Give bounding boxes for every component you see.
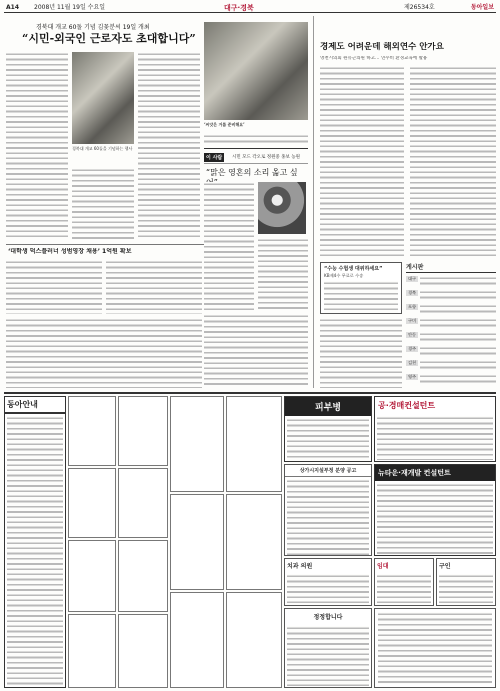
schedule-item-region: 김천 — [408, 360, 417, 365]
schedule-item-region: 대구 — [408, 276, 417, 281]
main-body-col-1 — [6, 52, 68, 240]
ad-jobs — [436, 558, 496, 606]
ad-cell — [68, 396, 116, 466]
page-header — [4, 3, 496, 13]
ad-jobs-title: 구인 — [439, 563, 451, 570]
main-body-col-2 — [72, 168, 134, 240]
ad-medic-body — [287, 574, 369, 606]
ad-medic — [284, 558, 372, 606]
ad-notice-1-title: 상가시지설부정 분양 공고 — [285, 465, 371, 477]
bottom-headline: ‘대학생 덕스플러너 성범영장 채용’ 1억원 확보 — [8, 248, 132, 255]
ad-auction-body — [377, 416, 493, 460]
profile-headline: “맑은 영혼의 소리 옮고 싶 — [206, 168, 298, 177]
schedule-item-text — [420, 304, 496, 314]
ad-auction-title: 공·경매컨설턴트 — [378, 401, 436, 410]
schedule-item-text — [420, 332, 496, 342]
ad-pbu-title: 피부병 — [285, 397, 371, 416]
lower-left-body — [6, 318, 202, 388]
ad-cell — [170, 592, 224, 688]
right-body-col-1 — [320, 66, 404, 256]
schedule-item-text — [420, 318, 496, 328]
schedule-item — [406, 304, 496, 315]
ad-cell — [226, 592, 282, 688]
ad-lease — [374, 558, 434, 606]
ad-cell — [118, 540, 168, 612]
profile-title: 시민 모드 각오로 정원중 홍보 농원 — [232, 155, 301, 160]
ad-jobs-body — [439, 574, 493, 606]
main-headline: “시민-외국인 근로자도 초대합니다” — [22, 32, 196, 45]
ad-grid-mid — [170, 396, 282, 688]
ad-grid-left — [68, 396, 168, 688]
main-photo-caption: 경북대 개교 60돌을 기념하는 행사 — [72, 146, 133, 151]
notice-box-subtitle: KB제4수 무료로 수송 — [324, 273, 364, 278]
schedule-item — [406, 332, 496, 343]
right-headline: 경제도 어려운데 해외연수 안가요 — [320, 42, 444, 52]
profile-portrait — [258, 182, 306, 234]
ad-cell — [118, 396, 168, 466]
profile-kicker: 이 사람 — [206, 155, 223, 161]
ad-dong-a-listings — [7, 416, 63, 686]
schedule-item-region: 포항 — [408, 304, 417, 309]
ad-notice-2-body — [287, 626, 369, 686]
ad-pbu-body — [287, 418, 369, 462]
ad-cell — [118, 468, 168, 538]
right-subhead: 영천시의회 원유근의원 하고… 연수비 환경교육에 활용 — [320, 56, 428, 61]
ad-notice-1 — [284, 464, 372, 556]
column-divider — [313, 16, 314, 388]
notice-box-body — [324, 281, 398, 314]
schedule-list — [406, 276, 496, 385]
ad-lease-body — [377, 574, 431, 606]
schedule-item — [406, 290, 496, 301]
profile-box — [204, 148, 308, 164]
ad-notice-2 — [284, 608, 372, 688]
ad-newtown-body — [377, 483, 493, 555]
ad-dong-a-classified — [4, 396, 66, 688]
ad-section-border — [4, 392, 496, 394]
ad-cell — [68, 614, 116, 688]
schedule-item-text — [420, 276, 496, 286]
issue-date: 2008년 11월 19일 수요일 — [34, 4, 106, 11]
notice-box — [320, 262, 402, 314]
schedule-item-region: 안동 — [408, 332, 417, 337]
ad-cell — [170, 494, 224, 590]
schedule-title: 게시판 — [406, 262, 496, 273]
ad-cell — [68, 540, 116, 612]
schedule-item-text — [420, 290, 496, 300]
schedule-item-region: 영주 — [408, 374, 417, 379]
center-photo — [204, 22, 308, 120]
center-caption-text — [204, 134, 308, 144]
ad-pbu — [284, 396, 372, 462]
profile-body-col-2 — [258, 238, 308, 310]
ad-cell — [68, 468, 116, 538]
ad-auction — [374, 396, 496, 462]
ad-bottom-right-body — [378, 612, 492, 684]
ad-bottom-right — [374, 608, 496, 688]
ad-dong-a-title: 동아안내 — [5, 397, 65, 414]
issue-number: 제26534호 — [404, 4, 435, 11]
section-title: 대구·경북 — [224, 4, 254, 12]
ad-newtown — [374, 464, 496, 556]
schedule-item-region: 경북 — [408, 290, 417, 295]
schedule-item-text — [420, 346, 496, 356]
bottom-divider — [6, 244, 204, 245]
schedule-item-text — [420, 360, 496, 370]
main-body-col-3 — [138, 52, 200, 240]
ad-cell — [226, 494, 282, 590]
ad-cell — [118, 614, 168, 688]
ad-lease-title: 임대 — [377, 563, 389, 570]
bottom-body-col-2 — [106, 260, 202, 314]
main-photo — [72, 52, 134, 144]
profile-body-col-1 — [204, 182, 254, 310]
ad-notice-1-body — [287, 479, 369, 555]
main-kicker: 경북대 개교 60돌 기념 김꽃분씨 19일 개최 — [36, 24, 150, 31]
page-number: A14 — [6, 4, 19, 11]
ad-cell — [226, 396, 282, 492]
lower-center-body — [204, 314, 308, 388]
lower-right-body-1 — [320, 318, 402, 388]
ad-notice-2-title: 정정합니다 — [313, 614, 343, 621]
notice-box-title: “수능 수험생 대위하세요” — [324, 266, 383, 272]
schedule-item-text — [420, 374, 496, 384]
schedule-item — [406, 318, 496, 329]
schedule-item — [406, 374, 496, 385]
schedule-item-region: 경주 — [408, 346, 417, 351]
schedule-item — [406, 276, 496, 287]
schedule-item — [406, 346, 496, 357]
schedule-panel — [406, 262, 496, 388]
ad-medic-title: 치과 의원 — [287, 563, 313, 570]
schedule-item-region: 구미 — [408, 318, 417, 323]
center-photo-caption: ‘씨앗은 거름 준비해요’ — [204, 122, 245, 127]
ad-cell — [170, 396, 224, 492]
publisher-logo: 동아일보 — [470, 4, 494, 11]
bottom-body-col-1 — [6, 260, 102, 314]
ad-newtown-title: 뉴타운·재개발 컨설턴트 — [375, 465, 495, 481]
schedule-item — [406, 360, 496, 371]
right-body-col-2 — [410, 66, 496, 256]
